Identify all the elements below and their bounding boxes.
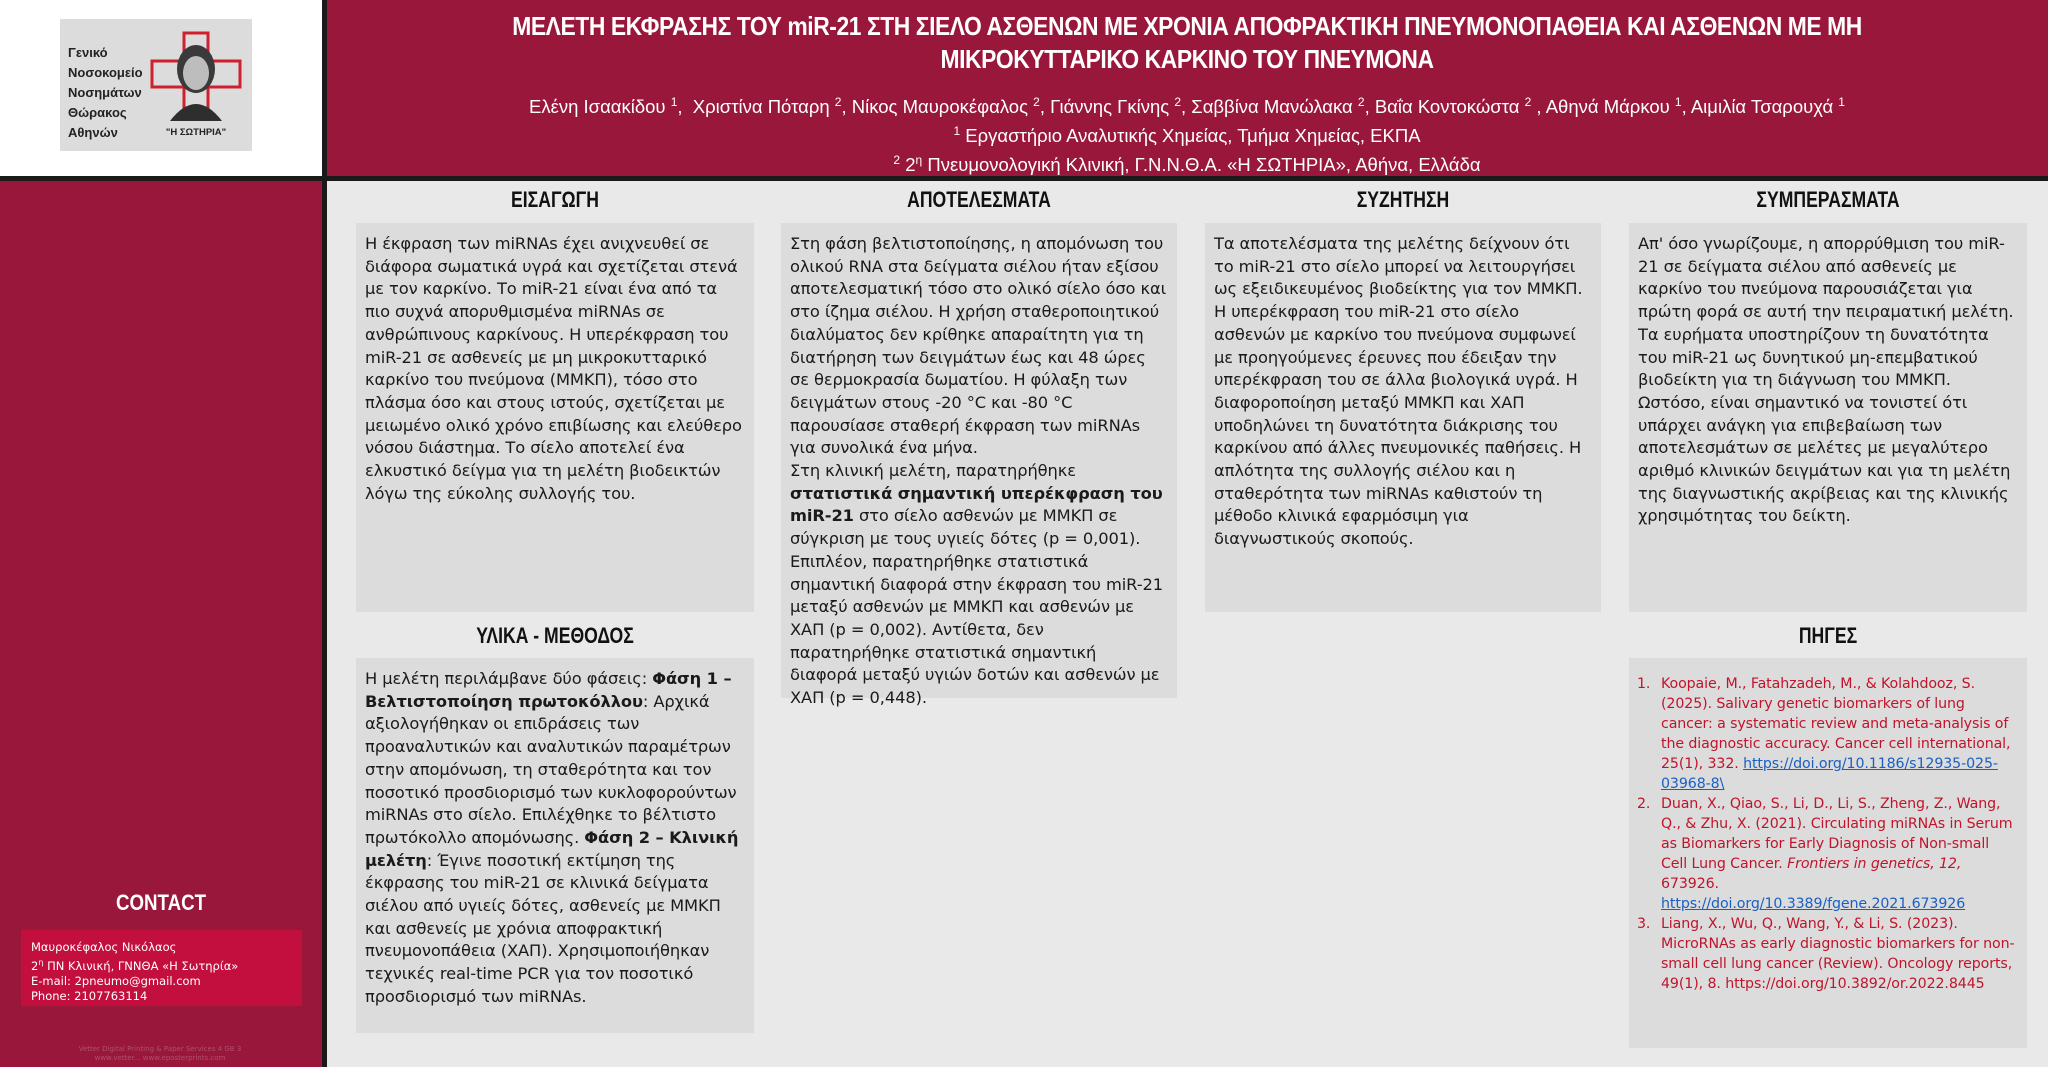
author-aff: 2 [1357,95,1365,109]
reference-list [1637,674,2019,994]
author-list: Ελένη Ισαακίδου $^1$, Χριστίνα Πόταρη $^2$, Νίκος Μαυροκέφαλος $^2$, Γιάννης Γκίνης $^2$, Σαββίνα Μανώλακα $^2$, Βαΐα Κοντοκώστα $^2$ , Αθηνά Μάρκου $^1$, Αιμιλία Τσαρουχά $^1$ [529,95,1845,118]
hospital-logo [60,19,252,151]
affiliation-text: Εργαστήριο Αναλυτικής Χημείας, Τμήμα Χημείας, ΕΚΠΑ [965,125,1421,147]
reference-item [1637,914,2019,994]
author: Γιάννης Γκίνης [1050,96,1170,118]
logo-area [0,0,326,176]
author: Βαΐα Κοντοκώστα [1374,96,1520,118]
reference-body [1661,674,2019,794]
reference-url: https://doi.org/10.3892/or.2022.8445 [1725,976,1985,992]
author-aff: 2 [1524,95,1532,109]
affiliation-ordinal-sup: η [915,153,923,168]
author: Νίκος Μαυροκέφαλος [851,96,1028,118]
poster-header [326,0,2048,176]
logo-line: Νοσοκομείο [68,65,143,80]
author-aff: 2 [1174,95,1181,109]
page-title [429,10,1944,76]
author: Ελένη Ισαακίδου [529,96,666,118]
portrait-cross-icon [148,31,244,141]
reference-item [1637,674,2019,794]
affiliation-1 [326,119,2048,148]
clinic-ordinal-sup: η [38,958,44,967]
reference-text: Liang, X., Wu, Q., Wang, Y., & Li, S. (2023). MicroRNAs as early diagnostic biomarkers for non-small cell lung cancer (Review). Oncology reports, 49(1), 8. [1661,916,2015,992]
author-aff: 1 [1838,95,1845,109]
logo-line: Γενικό [68,45,108,60]
section-title-results: ΑΠΟΤΕΛΕΣΜΑΤΑ [907,187,1051,212]
reference-journal: Frontiers in genetics, 12, [1787,856,1962,872]
author-aff: 1 [670,95,678,109]
author: Αθηνά Μάρκου [1545,96,1670,118]
reference-text: Duan, X., Qiao, S., Li, D., Li, S., Zheng, Z., Wang, Q., & Zhu, X. (2021). Circulating miRNAs in Serum as Biomarkers for Early Diagnosis of Non-small Cell Lung Cancer. [1661,796,2013,872]
discussion-box: Τα αποτελέσματα της μελέτης δείχνουν ότι το miR-21 στο σίελο μπορεί να λειτουργήσει ως εξειδικευμένος βιοδείκτης για τον ΜΜΚΠ. Η υπερέκφραση του miR-21 στο σίελο ασθενών με καρκίνο του πνεύμονα συμφωνεί με προηγούμενες έρευνες που έδειξαν την υπερέκφραση του σε άλλα βιολογικά υγρά. Η διαφοροποίηση μεταξύ ΜΜΚΠ και ΧΑΠ υποδηλώνει τη δυνατότητα διάκρισης του καρκίνου από άλλες πνευμονικές παθήσεις. Η απλότητα της συλλογής σιέλου και η σταθερότητα των miRNAs καθιστούν τη μέθοδο κλινικά εφαρμόσιμη για διαγνωστικούς σκοπούς. [1205,223,1601,612]
logo-line: Θώρακος [68,105,127,120]
methods-text: Η μελέτη περιλάμβανε δύο φάσεις: [365,669,653,688]
clinic-ordinal: 2 [31,958,39,973]
clinic-name: ΠΝ Κλινική, ΓΝΝΘΑ «Η Σωτηρία» [47,958,239,973]
author: Χριστίνα Πόταρη [692,96,830,118]
sidebar [0,181,322,1067]
poster-body [327,181,2048,1067]
title-line: ΜΙΚΡΟΚΥΤΤΑΡΙΚΟ ΚΑΡΚΙΝΟ ΤΟΥ ΠΝΕΥΜΟΝΑ [940,44,1434,74]
methods-text: : Έγινε ποσοτική εκτίμηση της έκφρασης του miR-21 σε κλινικά δείγματα σιέλου από υγιείς δότες, ασθενείς με ΜΜΚΠ και ασθενείς με χρόνια αποφρακτική πνευμονοπάθεια (ΧΑΠ). Χρησιμοποιήθηκαν τεχνικές real-time PCR για τον ποσοτικό προσδιορισμό των miRNAs. [365,850,721,1006]
conclusions-box: Απ' όσο γνωρίζουμε, η απορρύθμιση του miR-21 σε δείγματα σιέλου από ασθενείς με καρκίνο του πνεύμονα παρουσιάζεται για πρώτη φορά σε αυτή την πειραματική μελέτη. Τα ευρήματα υποστηρίζουν τη δυνατότητα του miR-21 ως δυνητικού μη-επεμβατικού βιοδείκτη για τη διάγνωση του ΜΜΚΠ. Ωστόσο, είναι σημαντικό να τονιστεί ότι υπάρχει ανάγκη για επιβεβαίωση των αποτελεσμάτων σε μελέτες με μεγαλύτερο αριθμό κλινικών δειγμάτων και για τη μελέτη της διαγνωστικής ακρίβειας και της κλινικής χρησιμότητας του δείκτη. [1629,223,2027,612]
authors-block [326,90,2048,177]
affiliation-num: 2 [893,153,901,168]
author: Αιμιλία Τσαρουχά [1690,96,1834,118]
logo-line: Νοσημάτων [68,85,142,100]
contact-phone: Phone: 2107763114 [31,988,148,1003]
methods-text: : Αρχικά αξιολογήθηκαν οι επιδράσεις των προαναλυτικών και αναλυτικών παραμέτρων στην απομόνωση, τη σταθερότητα και τον ποσοτικό προσδιορισμό των κυκλοφορούντων miRNAs στο σίελο. Επιλέχθηκε το βέλτιστο πρωτόκολλο απομόνωσης. [365,691,737,847]
reference-number: 3. [1637,916,1651,932]
section-title-methods: ΥΛΙΚΑ - ΜΕΘΟΔΟΣ [476,623,634,648]
author-aff: 2 [1033,95,1040,109]
intro-box: Η έκφραση των miRNAs έχει ανιχνευθεί σε διάφορα σωματικά υγρά και σχετίζεται στενά με τον καρκίνο. Το miR-21 είναι ένα από τα πιο συχνά απορυθμισμένα miRNAs σε ανθρώπινους καρκίνους. Η υπερέκφραση του miR-21 σε ασθενείς με μη μικροκυτταρικό καρκίνο του πνεύμονα (ΜΜΚΠ), τόσο στο πλάσμα όσο και στους ιστούς, σχετίζεται με μειωμένο ολικό χρόνο επιβίωσης και ελεύθερο νόσου διάστημα. Το σίελο αποτελεί ένα ελκυστικό δείγμα για τη μελέτη βιοδεικτών λόγω της εύκολης συλλογής του. [356,223,754,612]
methods-phase1: Φάση 1 – Βελτιστοποίηση πρωτοκόλλου [365,669,732,711]
contact-title: CONTACT [115,890,207,915]
affiliation-num: 1 [953,124,961,139]
reference-link[interactable]: https://doi.org/10.1186/s12935-025-03968-8\ [1661,756,1998,792]
affiliation-text: Πνευμονολογική Κλινική, Γ.Ν.Ν.Θ.Α. «Η ΣΩΤΗΡΙΑ», Αθήνα, Ελλάδα [927,154,1481,176]
author: Σαββίνα Μανώλακα [1191,96,1353,118]
logo-line: Αθηνών [68,125,118,140]
results-highlight: στατιστικά σημαντική υπερέκφραση του miR-21 [790,483,1163,526]
contact-email[interactable]: E-mail: 2pneumo@gmail.com [31,973,201,988]
reference-body [1661,794,2019,914]
contact-box [21,930,302,1006]
footnote-line: Vetter Digital Printing & Paper Services 4 GB 3 [78,1045,242,1053]
section-title-conclusions: ΣΥΜΠΕΡΑΣΜΑΤΑ [1756,187,1900,212]
references-box [1629,658,2027,1048]
section-title-intro: ΕΙΣΑΓΩΓΗ [511,187,599,212]
affiliation-ordinal: 2 [905,154,916,176]
title-line: ΜΕΛΕΤΗ ΕΚΦΡΑΣΗΣ ΤΟΥ miR-21 ΣΤΗ ΣΙΕΛΟ ΑΣΘΕΝΩΝ ΜΕ ΧΡΟΝΙΑ ΑΠΟΦΡΑΚΤΙΚΗ ΠΝΕΥΜΟΝΟΠΑΘΕΙΑ ΚΑΙ ΑΣΘΕΝΩΝ ΜΕ ΜΗ [512,11,1862,41]
footnote-line: www.vetter... www.eposterprints.com [94,1054,226,1062]
reference-body [1661,914,2019,994]
reference-text: 673926. [1661,876,1719,892]
results-paragraph: Στη φάση βελτιστοποίησης, η απομόνωση του ολικού RNA στα δείγματα σιέλου ήταν εξίσου αποτελεσματική τόσο στο ολικό σίελο όσο και στο ίζημα σιέλου. Η χρήση σταθεροποιητικού διαλύματος δεν κρίθηκε απαραίτητη για τη διατήρηση των δειγμάτων έως και 48 ώρες σε θερμοκρασία δωματίου. Η φύλαξη των δειγμάτων στους -20 °C και -80 °C παρουσίασε σταθερή έκφραση των miRNAs για συνολικά ένα μήνα. [790,234,1167,458]
author-aff: 1 [1674,95,1682,109]
contact-clinic [31,955,302,974]
author-aff: 2 [834,95,842,109]
affiliation-2 [326,148,2048,177]
reference-item [1637,794,2019,914]
results-box [781,223,1177,708]
methods-box [356,658,754,1033]
section-title-references: ΠΗΓΕΣ [1798,623,1858,648]
reference-text: Koopaie, M., Fatahzadeh, M., & Kolahdooz, S. (2025). Salivary genetic biomarkers of lung cancer: a systematic review and meta-analysis of the diagnostic accuracy. Cancer cell international, 25(1), 332. [1661,676,2011,772]
contact-name: Μαυροκέφαλος Νικόλαος [31,940,177,954]
section-title-discussion: ΣΥΖΗΤΗΣΗ [1356,187,1450,212]
logo-text [68,43,143,143]
reference-link[interactable]: https://doi.org/10.3389/fgene.2021.673926 [1661,896,1966,912]
logo-caption: "Η ΣΩΤΗΡΙΑ" [165,127,227,138]
printer-footnote [60,1045,260,1063]
methods-phase2: Φάση 2 – Κλινική μελέτη [365,827,739,870]
results-paragraph: στο σίελο ασθενών με ΜΜΚΠ σε σύγκριση με τους υγιείς δότες (p = 0,001). Επιπλέον, παρατηρήθηκε στατιστικά σημαντική διαφορά στην έκφραση του miR-21 μεταξύ ασθενών με ΜΜΚΠ και ασθενών με ΧΑΠ (p = 0,002). Αντίθετα, δεν παρατηρήθηκε στατιστικά σημαντική διαφορά μεταξύ υγιών δοτών και ασθενών με ΧΑΠ (p = 0,448). [790,506,1163,708]
reference-number: 2. [1637,796,1651,812]
results-paragraph: Στη κλινική μελέτη, παρατηρήθηκε [790,461,1076,481]
reference-number: 1. [1637,676,1651,692]
